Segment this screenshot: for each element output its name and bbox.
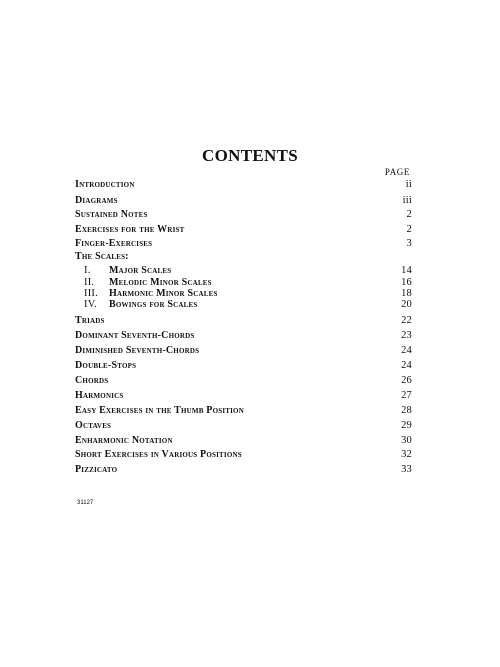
toc-entry-diminished-seventh-chords[interactable] bbox=[75, 344, 412, 358]
toc-entry-title: Diminished Seventh-Chords bbox=[75, 345, 200, 356]
toc-entry-page: 32 bbox=[401, 449, 412, 460]
toc-entry-page: iii bbox=[402, 195, 412, 206]
toc-entry-title: Harmonics bbox=[75, 390, 124, 401]
toc-entry-title: Enharmonic Notation bbox=[75, 435, 173, 446]
toc-entry-page: 33 bbox=[401, 464, 412, 475]
toc-entry-title: Sustained Notes bbox=[75, 209, 148, 220]
toc-entry-title: Octaves bbox=[75, 420, 112, 431]
toc-entry-page: 30 bbox=[401, 435, 412, 446]
toc-entry-title: Bowings for Scales bbox=[109, 299, 198, 310]
toc-entry-page: 24 bbox=[401, 345, 412, 356]
toc-entry-title: The Scales: bbox=[75, 251, 129, 262]
toc-entry-page: 18 bbox=[401, 288, 412, 299]
toc-entry-title: Triads bbox=[75, 315, 105, 326]
toc-entry-page: 23 bbox=[401, 330, 412, 341]
toc-entry-title: Finger-Exercises bbox=[75, 238, 153, 249]
toc-entry-page: 16 bbox=[401, 277, 412, 288]
toc-entry-title: Double-Stops bbox=[75, 360, 137, 371]
toc-entry-finger-exercises[interactable] bbox=[75, 237, 412, 251]
toc-entry-title: Diagrams bbox=[75, 195, 118, 206]
toc-entry-pizzicato[interactable] bbox=[75, 463, 412, 477]
toc-entry-page: ii bbox=[405, 179, 412, 190]
toc-entry-title: Major Scales bbox=[109, 265, 172, 276]
toc-entry-short-exercises[interactable] bbox=[75, 448, 412, 462]
toc-entry-page: 29 bbox=[401, 420, 412, 431]
toc-entry-the-scales[interactable] bbox=[75, 250, 412, 264]
toc-entry-title: Exercises for the Wrist bbox=[75, 224, 185, 235]
toc-entry-page: 28 bbox=[401, 405, 412, 416]
toc-entry-numeral: I. bbox=[84, 265, 91, 276]
toc-entry-title: Harmonic Minor Scales bbox=[109, 288, 218, 299]
toc-entry-title: Easy Exercises in the Thumb Position bbox=[75, 405, 244, 416]
toc-entry-sustained-notes[interactable] bbox=[75, 208, 412, 222]
toc-entry-page: 20 bbox=[401, 299, 412, 310]
toc-entry-page: 26 bbox=[401, 375, 412, 386]
toc-entry-title: Chords bbox=[75, 375, 109, 386]
toc-entry-numeral: III. bbox=[84, 288, 98, 299]
toc-entry-enharmonic-notation[interactable] bbox=[75, 434, 412, 448]
toc-entry-title: Introduction bbox=[75, 179, 135, 190]
footer-plate-number: 31127 bbox=[77, 500, 94, 506]
toc-entry-octaves[interactable] bbox=[75, 419, 412, 433]
toc-entry-title: Melodic Minor Scales bbox=[109, 277, 212, 288]
toc-entry-page: 27 bbox=[401, 390, 412, 401]
page-title: CONTENTS bbox=[202, 146, 298, 165]
toc-entry-page: 3 bbox=[406, 238, 412, 249]
toc-entry-page: 14 bbox=[401, 265, 412, 276]
toc-entry-double-stops[interactable] bbox=[75, 359, 412, 373]
toc-entry-introduction[interactable] bbox=[75, 178, 412, 192]
toc-entry-page: 2 bbox=[406, 209, 412, 220]
toc-entry-diagrams[interactable] bbox=[75, 194, 412, 208]
toc-entry-title: Dominant Seventh-Chords bbox=[75, 330, 195, 341]
toc-entry-page: 22 bbox=[401, 315, 412, 326]
toc-entry-numeral: II. bbox=[84, 277, 95, 288]
toc-entry-dominant-seventh-chords[interactable] bbox=[75, 329, 412, 343]
toc-entry-title: Pizzicato bbox=[75, 464, 118, 475]
toc-entry-bowings-for-scales[interactable] bbox=[75, 298, 412, 312]
toc-entry-chords[interactable] bbox=[75, 374, 412, 388]
toc-entry-page: 2 bbox=[406, 224, 412, 235]
toc-entry-title: Short Exercises in Various Positions bbox=[75, 449, 242, 460]
toc-entry-exercises-wrist[interactable] bbox=[75, 223, 412, 237]
page-column-header: PAGE bbox=[384, 167, 410, 177]
toc-entry-thumb-position[interactable] bbox=[75, 404, 412, 418]
toc-entry-triads[interactable] bbox=[75, 314, 412, 328]
toc-entry-page: 24 bbox=[401, 360, 412, 371]
toc-entry-numeral: IV. bbox=[84, 299, 97, 310]
toc-entry-harmonics[interactable] bbox=[75, 389, 412, 403]
